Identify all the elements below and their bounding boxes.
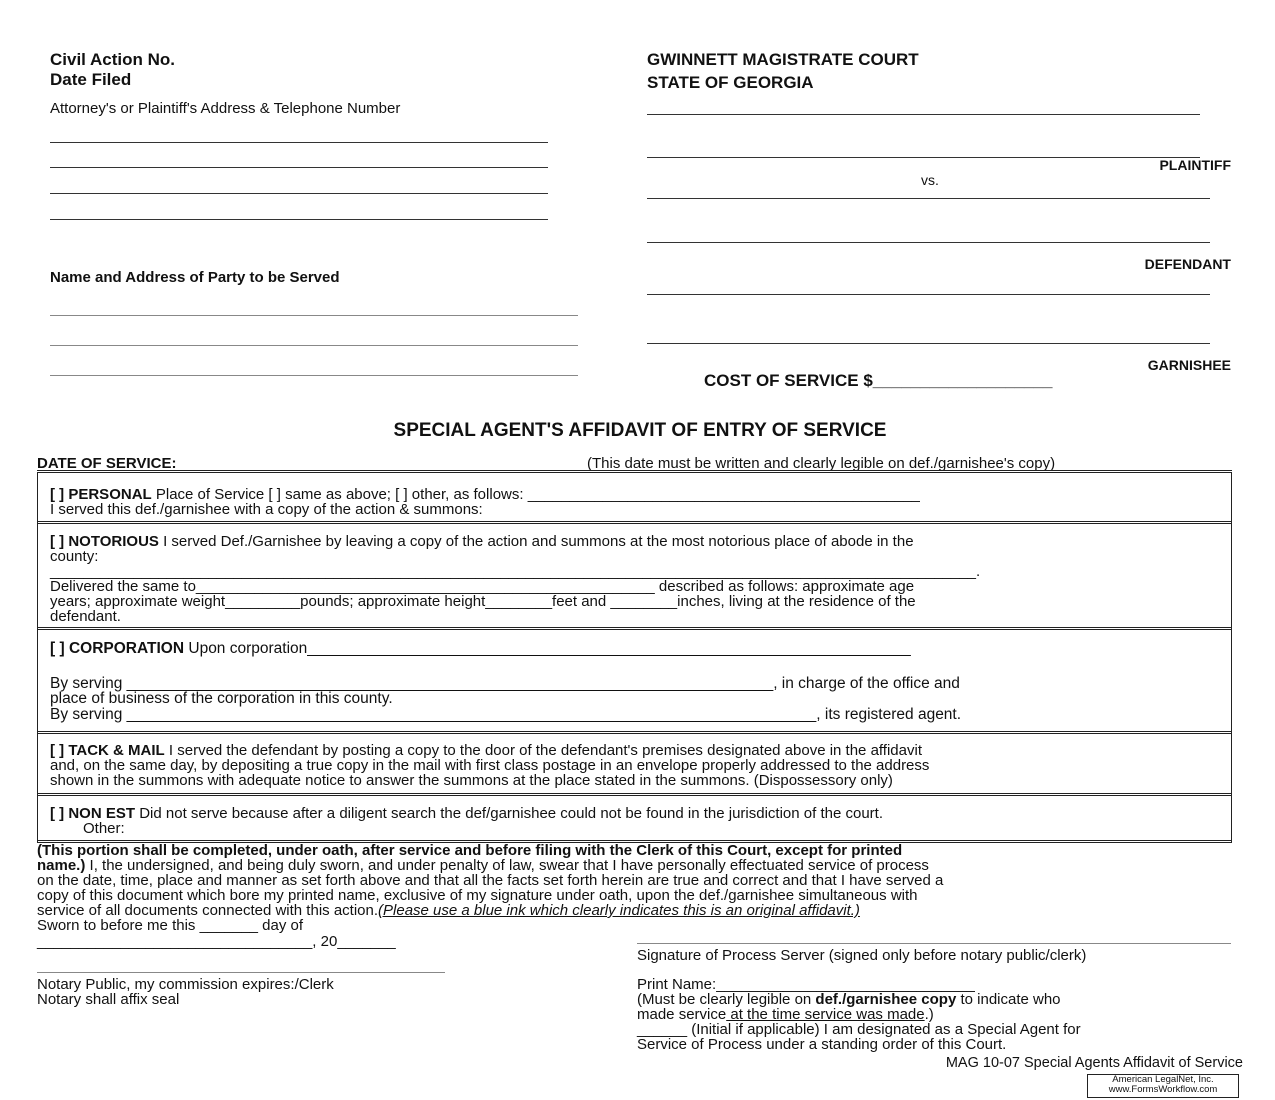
corporation-line-4[interactable]: By serving ________________________________________________________________________________, its registered agent.: [50, 706, 962, 723]
legible-post: to indicate who: [956, 991, 1061, 1008]
oath-line-3: on the date, time, place and manner as set forth above and that all the facts set forth herein are true and correct and that I have served a: [37, 872, 944, 889]
cost-of-service[interactable]: COST OF SERVICE $___________________: [704, 371, 1053, 390]
non-est-title: NON EST: [68, 805, 136, 822]
party-served-line-1[interactable]: [50, 315, 578, 316]
process-server-signature-line[interactable]: [637, 943, 1231, 944]
notorious-line-3[interactable]: _______________________________________________________________________________________________________________.: [50, 563, 981, 580]
publisher-logo: [1087, 1074, 1239, 1098]
corporation-line-1[interactable]: Upon corporation______________________________________________________________________: [188, 640, 911, 657]
tack-mail-line-3: shown in the summons with adequate notice to answer the summons at the place stated in the summons. (Dispossessory only): [50, 772, 893, 789]
tack-mail-checkbox[interactable]: [ ]: [50, 742, 65, 759]
standing-order-note: Service of Process under a standing order of this Court.: [637, 1036, 1007, 1053]
corporation-title: CORPORATION: [68, 640, 185, 657]
party-served-line-3[interactable]: [50, 375, 578, 376]
plaintiff-line-2[interactable]: [647, 157, 1200, 158]
tack-mail-line-1: I served the defendant by posting a copy to the door of the defendant's premises designated above in the affidavit: [168, 742, 922, 759]
attorney-address-label: Attorney's or Plaintiff's Address & Telephone Number: [50, 100, 401, 117]
corporation-line-2[interactable]: By serving ___________________________________________________________________________, in charge of the office and: [50, 675, 960, 692]
made-service-underlined: at the time service was made: [726, 1006, 925, 1023]
attorney-address-line-1[interactable]: [50, 142, 548, 143]
attorney-address-line-2[interactable]: [50, 167, 548, 168]
personal-line-1[interactable]: Place of Service [ ] same as above; [ ] other, as follows: _______________________________________________: [155, 486, 920, 503]
date-of-service-label: DATE OF SERVICE:: [37, 455, 177, 472]
special-agent-initial[interactable]: ______ (Initial if applicable) I am designated as a Special Agent for: [637, 1021, 1081, 1038]
made-service-post: .): [924, 1006, 934, 1023]
personal-checkbox[interactable]: [ ]: [50, 486, 65, 503]
non-est-line-1: Did not serve because after a diligent search the def/garnishee could not be found in the jurisdiction of the court.: [139, 805, 883, 822]
garnishee-line-1[interactable]: [647, 294, 1210, 295]
vs-label: vs.: [921, 172, 939, 188]
attorney-address-line-3[interactable]: [50, 193, 548, 194]
corporation-checkbox[interactable]: [ ]: [50, 640, 65, 657]
legible-bold: def./garnishee copy: [815, 991, 957, 1008]
oath-bold-start: name.): [37, 857, 86, 874]
plaintiff-line-1[interactable]: [647, 114, 1200, 115]
blue-ink-note: (Please use a blue ink which clearly indicates this is an original affidavit.): [378, 902, 860, 919]
legible-pre: (Must be clearly legible on: [637, 991, 816, 1008]
sworn-year-line[interactable]: _________________________________, 20_______: [37, 933, 396, 950]
date-of-service-note: (This date must be written and clearly legible on def./garnishee's copy): [587, 455, 1056, 472]
plaintiff-label: PLAINTIFF: [1159, 157, 1231, 173]
publisher-name: American LegalNet, Inc.: [1112, 1074, 1214, 1085]
process-server-label: Signature of Process Server (signed only before notary public/clerk): [637, 947, 1087, 964]
non-est-checkbox[interactable]: [ ]: [50, 805, 65, 822]
garnishee-label: GARNISHEE: [1147, 357, 1231, 373]
notorious-line-2: county:: [50, 548, 99, 565]
oath-line-4: copy of this document which bore my printed name, exclusive of my signature under oath, upon the def./garnishee simultaneous with: [37, 887, 918, 904]
defendant-line-1[interactable]: [647, 198, 1210, 199]
defendant-line-2[interactable]: [647, 242, 1210, 243]
corporation-section: [50, 641, 911, 657]
publisher-website: www.FormsWorkflow.com: [1108, 1084, 1218, 1095]
notorious-line-1: I served Def./Garnishee by leaving a copy of the action and summons at the most notorious place of abode in the: [163, 533, 914, 550]
party-served-line-2[interactable]: [50, 345, 578, 346]
made-service-pre: made service: [637, 1006, 727, 1023]
court-name: GWINNETT MAGISTRATE COURT: [647, 50, 919, 69]
sworn-line[interactable]: Sworn to before me this _______ day of: [37, 917, 304, 934]
tack-mail-line-2: and, on the same day, by depositing a true copy in the mail with first class postage in an envelope properly addressed to the address: [50, 757, 930, 774]
party-served-label: Name and Address of Party to be Served: [50, 269, 340, 286]
notorious-section: [50, 534, 914, 550]
notary-commission: Notary Public, my commission expires:/Clerk: [37, 976, 334, 993]
form-title: SPECIAL AGENT'S AFFIDAVIT OF ENTRY OF SERVICE: [393, 420, 887, 441]
oath-line-5-text: service of all documents connected with this action.: [37, 902, 379, 919]
non-est-section: [50, 806, 883, 822]
notorious-line-6: defendant.: [50, 608, 121, 625]
oath-bold-line: (This portion shall be completed, under oath, after service and before filing with the Clerk of this Court, except for printed: [37, 842, 903, 859]
notary-seal: Notary shall affix seal: [37, 991, 180, 1008]
personal-line-2: I served this def./garnishee with a copy of the action & summons:: [50, 501, 483, 518]
notorious-line-5[interactable]: years; approximate weight_________pounds; approximate height________feet and ________inches, living at the residence of the: [50, 593, 916, 610]
notorious-checkbox[interactable]: [ ]: [50, 533, 65, 550]
print-name-field[interactable]: Print Name:_______________________________: [637, 976, 975, 993]
notorious-line-4[interactable]: Delivered the same to_______________________________________________________ described as follows: approximate age: [50, 578, 915, 595]
date-filed-label: Date Filed: [50, 70, 132, 89]
notorious-title: NOTORIOUS: [68, 533, 159, 550]
notary-signature-line[interactable]: [37, 972, 445, 973]
date-of-service-blank[interactable]: ____________________________________: [176, 455, 477, 472]
state-name: STATE OF GEORGIA: [647, 73, 814, 92]
defendant-label: DEFENDANT: [1144, 256, 1231, 272]
form-number: MAG 10-07 Special Agents Affidavit of Service: [945, 1055, 1243, 1071]
attorney-address-line-4[interactable]: [50, 219, 548, 220]
non-est-other[interactable]: Other:: [83, 820, 125, 837]
civil-action-label: Civil Action No.: [50, 50, 175, 69]
garnishee-line-2[interactable]: [647, 343, 1210, 344]
corporation-line-3: place of business of the corporation in this county.: [50, 690, 393, 707]
tack-mail-title: TACK & MAIL: [68, 742, 165, 759]
oath-line-2-rest: I, the undersigned, and being duly sworn, and under penalty of law, swear that I have personally effectuated service of process: [85, 857, 929, 874]
personal-title: PERSONAL: [68, 486, 152, 503]
